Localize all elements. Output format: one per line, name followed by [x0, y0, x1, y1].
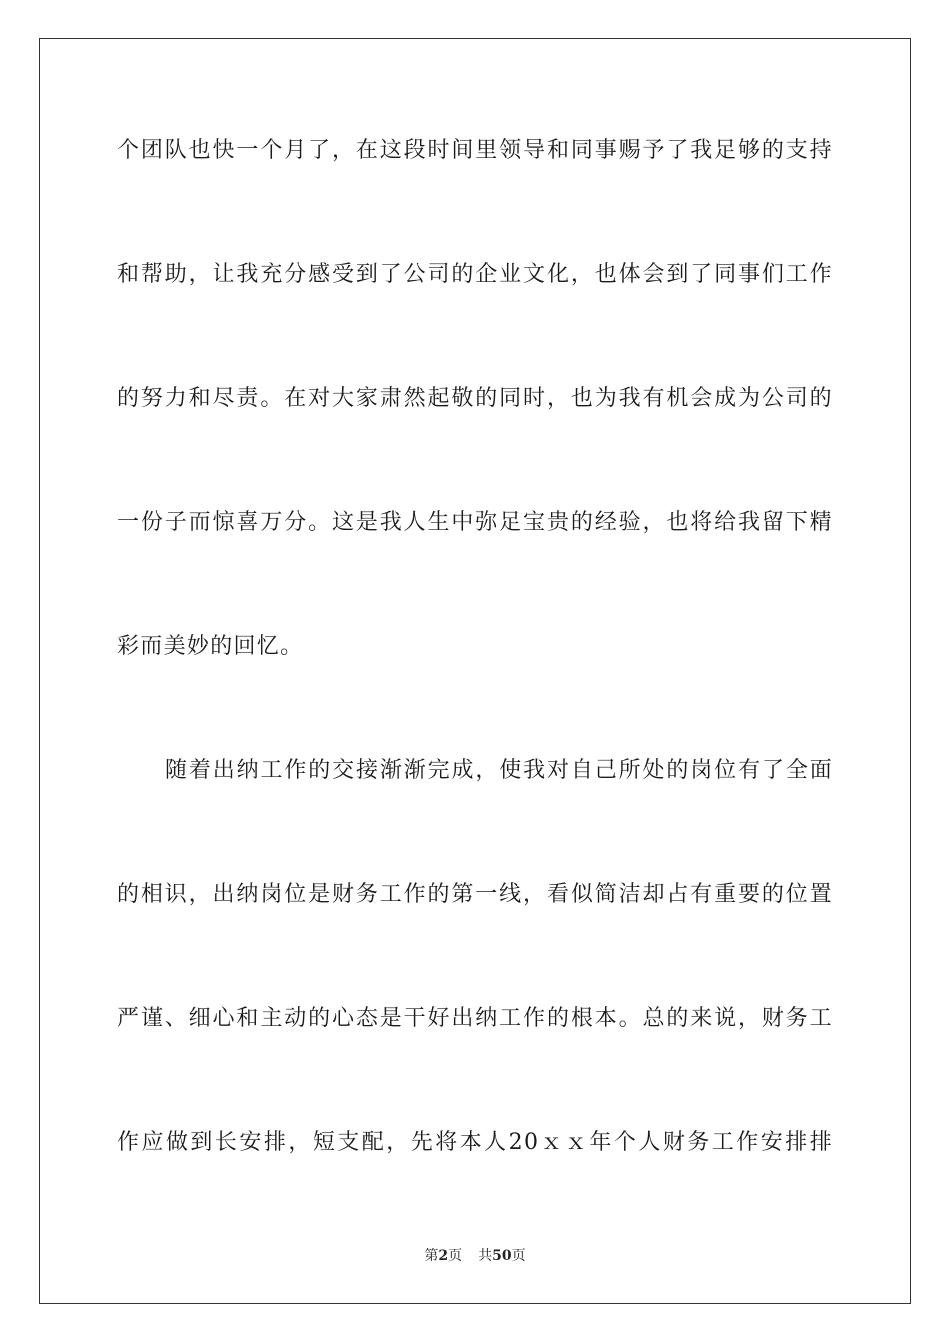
page-suffix: 页 [448, 1248, 463, 1264]
paragraph-line: 的相识，出纳岗位是财务工作的第一线，看似简洁却占有重要的位置 [117, 882, 833, 907]
total-pages: 50 [492, 1248, 512, 1264]
page-prefix: 第 [424, 1248, 439, 1264]
page-number: 2 [438, 1248, 449, 1264]
page-border [39, 38, 911, 1304]
page-footer [0, 1247, 950, 1265]
paragraph-line: 严谨、细心和主动的心态是干好出纳工作的根本。总的来说，财务工 [117, 1006, 833, 1031]
paragraph-line: 一份子而惊喜万分。这是我人生中弥足宝贵的经验，也将给我留下精 [117, 510, 833, 535]
paragraph-line: 个团队也快一个月了，在这段时间里领导和同事赐予了我足够的支持 [117, 138, 833, 163]
paragraph-line: 的努力和尽责。在对大家肃然起敬的同时，也为我有机会成为公司的 [117, 386, 833, 411]
paragraph-line: 和帮助，让我充分感受到了公司的企业文化，也体会到了同事们工作 [117, 262, 833, 287]
total-suffix: 页 [511, 1248, 526, 1264]
paragraph-line: 随着出纳工作的交接渐渐完成，使我对自己所处的岗位有了全面 [165, 758, 833, 783]
total-prefix: 共 [478, 1248, 493, 1264]
paragraph-line: 作应做到长安排，短支配，先将本人20ｘｘ年个人财务工作安排排 [117, 1130, 833, 1155]
paragraph-line: 彩而美妙的回忆。 [117, 634, 304, 659]
